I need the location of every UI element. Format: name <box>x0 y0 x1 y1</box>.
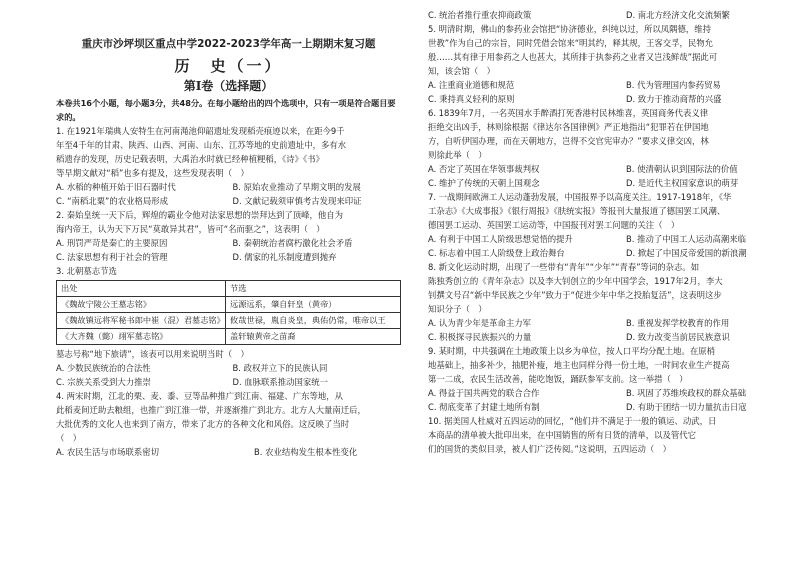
option-b: B. 代为管理国内参药贸易 <box>626 80 721 90</box>
option-d: D. 血脉联系推动国家统一 <box>232 377 329 387</box>
question-8 <box>428 260 773 344</box>
option-c: C. 统治者推行重农抑商政策 <box>428 10 532 20</box>
option-a: A. 水稻的种植开始于旧石器时代 <box>56 182 176 192</box>
option-b: B. 使清朝认识到国际法的价值 <box>626 164 738 174</box>
question-line: 9. 某时期，中共强调在土地政策上以乡为单位，按人口平均分配土地。在原梢 <box>428 346 716 356</box>
answer-options <box>56 180 401 208</box>
option-a: A. 有利于中国工人阶级思想觉悟的提升 <box>428 234 573 244</box>
table-header-cell: 节选 <box>226 281 401 297</box>
question-line: 墓志号称“地下旅请”，该表可以用来说明当时（ ） <box>56 349 249 359</box>
option-c: C. 彻底变革了封建土地所有制 <box>428 402 540 412</box>
question-3 <box>56 264 401 389</box>
question-line: 则徐此举（ ） <box>428 150 487 160</box>
question-line: 钊撰文号召“新中华民族之少年”致力于“促进少年中华之投胎复活”，这表明这步 <box>428 290 722 300</box>
option-c: C. 宗族关系受到大力推崇 <box>56 377 151 387</box>
question-2 <box>56 208 401 264</box>
answer-options <box>56 361 401 389</box>
question-line: 拒绝交出凶手，林则徐根据《律达尔各国律例》严正地指出“犯罪若在伊国地 <box>428 122 709 132</box>
option-b: B. 巩固了苏维埃政权的群众基础 <box>626 388 746 398</box>
section-heading: 第Ⅰ卷（选择题） <box>183 79 274 93</box>
table-cell: 《大齐魏（懿）翊军墓志铭》 <box>57 329 226 345</box>
question-line: 陈独秀创立的《青年杂志》以及李大钊创立的少年中国学会，1917年2月，李大 <box>428 276 723 286</box>
question-line: 知识分子（ ） <box>428 304 487 314</box>
table-cell: 《魏故宁陵公王墓志铭》 <box>57 297 226 313</box>
question-line: 等早期文献对“稻”也多有提及，这些发现表明（ ） <box>56 168 249 178</box>
option-a: A. 得益于国共两党的联合合作 <box>428 388 540 398</box>
option-d: D. 文献记载须审慎考古发现来印证 <box>232 196 362 206</box>
question-line: （ ） <box>56 433 82 443</box>
question-line: 10. 据美国人杜威对五四运动的回忆，“他们并不满足于一般的镇运、动武，日 <box>428 416 717 426</box>
question-line: 2. 秦始皇统一天下后，辉煌的霸业令他对法家思想的崇拜达到了顶峰，他自为 <box>56 210 344 220</box>
exam-title: 重庆市沙坪坝区重点中学2022-2023学年高一上期期末复习题 <box>81 38 376 50</box>
option-a: A. 少数民族统治的合法性 <box>56 363 151 373</box>
question-6 <box>428 106 773 190</box>
left-column <box>56 22 401 459</box>
option-c: C. 法家思想有利于社会的管理 <box>56 252 168 262</box>
table-header-cell: 出处 <box>57 281 226 297</box>
question-7 <box>428 190 773 260</box>
option-d: D. 是近代主权国家意识的萌芽 <box>626 178 739 188</box>
question-line: 地基础上，抽多补少，抽肥补瘦，地主也同样分得一份土地，一时间农业生产提高 <box>428 360 730 370</box>
option-a: A. 刑罚严苛是秦亡的主要原因 <box>56 238 168 248</box>
option-b: B. 秦朝统治者腐朽激化社会矛盾 <box>232 238 353 248</box>
instructions: 本卷共16个小题，每小题3分，共48分。在每小题给出的四个选项中，只有一项是符合题目要求的。 <box>56 98 396 122</box>
answer-options <box>428 162 773 190</box>
question-1 <box>56 124 401 208</box>
question-10 <box>428 414 773 456</box>
option-d: D. 掀起了中国反帝爱国的新浪潮 <box>626 248 747 258</box>
option-d: D. 南北方经济文化交流频繁 <box>626 10 730 20</box>
option-b: B. 推动了中国工人运动高潮来临 <box>626 234 746 244</box>
question-5 <box>428 22 773 106</box>
answer-options <box>428 316 773 344</box>
table-row <box>57 329 401 345</box>
question-line: 知，该会馆（ ） <box>428 66 495 76</box>
answer-options <box>428 8 773 22</box>
table-cell: 盖轩辕黄帝之苗裔 <box>226 329 401 345</box>
answer-options <box>56 445 401 459</box>
option-c: C. 维护了传统的天朝上国观念 <box>428 178 540 188</box>
option-b: B. 政权并立下的民族认同 <box>232 363 328 373</box>
question-line: 般……其有律于用参药之人也甚大，其所排于执参药之业者又岂浅鲜哉”据此可 <box>428 52 718 62</box>
option-c: C. 秉持真义轻利的原则 <box>428 94 515 104</box>
question-line: 德国罢工运动、英国罢工运动等，中国报刊对罢工问题的关注（ ） <box>428 220 680 230</box>
question-line: 们的国货的类似目录，被人们广泛传阅。”这说明，五四运动（ ） <box>428 444 672 454</box>
option-a: A. 认为青少年是革命主力军 <box>428 318 532 328</box>
option-c: C. “南稻北粟”的农业格局形成 <box>56 196 168 206</box>
epitaph-table <box>56 280 401 345</box>
question-line: 1. 在1921年瑞典人安特生在河南渑池仰韶遗址发现稻壳痕迹以来，在距今9千 <box>56 126 345 136</box>
answer-options <box>428 232 773 260</box>
table-cell: 攸哉世禄，胤自炎皇，典佑仍常，唯帝以王 <box>226 313 401 329</box>
question-4 <box>56 389 401 459</box>
table-header-row <box>57 281 401 297</box>
exam-subtitle: 历 史（一） <box>174 57 283 75</box>
question-line: 此稻麦间迁助去粮组，也推广到江淮一带，并逐渐推广到北方。北方人大量南迁后， <box>56 405 366 415</box>
option-d: D. 有助于团结一切力量抗击日寇 <box>626 402 747 412</box>
option-a: A. 注重商业道德和规范 <box>428 80 515 90</box>
question-line: 第一二成，农民生活改善，能吃饱饭，踊跃参军支前。这一举措（ ） <box>428 374 688 384</box>
question-line: 4. 两宋时期，江北的栗、麦、黍、豆等品种推广到江南、福建、广东等地，从 <box>56 391 344 401</box>
table-cell: 远源远系，肇自轩皇（黄帝） <box>226 297 401 313</box>
question-line: 稻遗存的发现，历史记载表明，大禹治水时就已经种植粳稻，《诗》《书》 <box>56 154 324 164</box>
option-c: C. 积极探寻民族振兴的力量 <box>428 332 532 342</box>
question-line: 5. 明清时期，佛山的参药业会馆把“协济德业，纠纯以过，所以凤隅德，维持 <box>428 24 711 34</box>
question-line: 年至4千年的甘肃、陕西、山西、河南、山东、江苏等地的史前遗址中，多有水 <box>56 140 347 150</box>
table-row <box>57 313 401 329</box>
question-line: 6. 1839年7月，一名英国水手醉酒打死香港村民林维喜，英国商务代表义律 <box>428 108 709 118</box>
answer-options <box>428 78 773 106</box>
table-cell: 《魏故镇远将军秘书郎中崔（混）君墓志铭》 <box>57 313 226 329</box>
option-d: D. 致力改变当前居民族意识 <box>626 332 730 342</box>
option-c: C. 标志着中国工人阶级登上政治舞台 <box>428 248 565 258</box>
right-column <box>428 8 773 456</box>
option-a: A. 农民生活与市场联系密切 <box>56 447 160 457</box>
option-b: B. 重视发挥学校教育的作用 <box>626 318 730 328</box>
question-line: 8. 新文化运动时期，出现了一些带有“青年”“少年”“青春”等词的杂志。如 <box>428 262 700 272</box>
question-line: 方，自听伊国办理，而在天朝地方，岂得不交官宪审办？”要求义律交凶，林 <box>428 136 709 146</box>
table-row <box>57 297 401 313</box>
answer-options <box>56 236 401 264</box>
option-d: D. 儒家的礼乐制度遭到抛弃 <box>232 252 337 262</box>
question-line: 世教”作为自己的宗旨，同时凭借会馆来“明其约，释其规，王客交孚，民物允 <box>428 38 714 48</box>
option-b: B. 原始农业推动了早期文明的发展 <box>232 182 361 192</box>
option-b: B. 农业结构发生根本性变化 <box>254 447 358 457</box>
option-d: D. 致力于推动商帮的兴盛 <box>626 94 722 104</box>
answer-options <box>428 386 773 414</box>
question-line: 海内帝王，认为天下万民“莫敢异其君”，皆可“名而驱之”，这表明（ ） <box>56 224 325 234</box>
question-line: 大批优秀的文化人也来到了南方，带来了北方的各种文化和风俗。这反映了当时 <box>56 419 350 429</box>
question-line: 7. 一战期间欧洲工人运动蓬勃发展，中国报界予以高度关注。1917-1918年，《华 <box>428 192 732 202</box>
option-a: A. 否定了英国在华领事裁判权 <box>428 164 540 174</box>
question-line: 工杂志》《大成事报》《银行周报》《肤统实报》等报刊大量报道了德国罢工风潮、 <box>428 206 726 216</box>
question-9 <box>428 344 773 414</box>
question-line: 本商品的清单被大批印出来，在中国销售的所有日货的清单，以及管代它 <box>428 430 696 440</box>
question-line: 3. 北朝墓志节选 <box>56 266 117 276</box>
